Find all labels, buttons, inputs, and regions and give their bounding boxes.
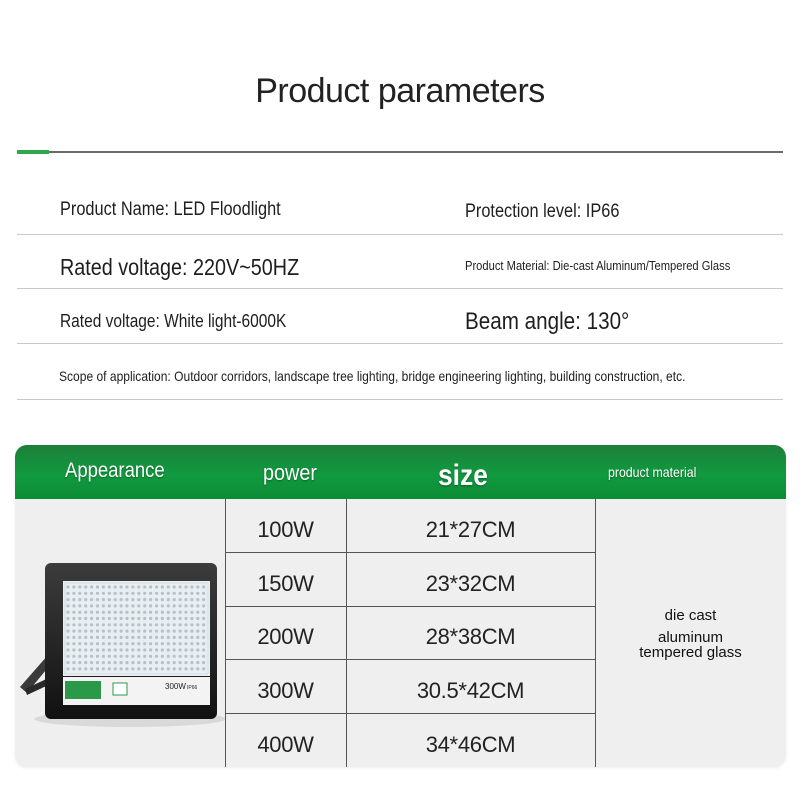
param-product-material: Product Material: Die-cast Aluminum/Tempered Glass bbox=[465, 258, 731, 273]
grid-line bbox=[225, 552, 595, 553]
grid-line bbox=[225, 606, 595, 607]
title-rule-accent bbox=[17, 150, 49, 154]
cell-power: 100W bbox=[257, 517, 314, 542]
led-floodlight-image bbox=[15, 547, 225, 737]
cell-size: 30.5*42CM bbox=[416, 678, 525, 703]
cell-size: 34*46CM bbox=[425, 732, 516, 757]
row-divider bbox=[17, 343, 783, 344]
param-rated-voltage: Rated voltage: 220V~50HZ bbox=[60, 254, 300, 280]
image-power-label: 300W bbox=[165, 682, 186, 691]
cell-power: 200W bbox=[257, 624, 314, 649]
cell-power: 300W bbox=[257, 678, 314, 703]
material-line: die cast bbox=[664, 607, 717, 624]
cell-power: 400W bbox=[257, 732, 314, 757]
material-line: tempered glass bbox=[639, 644, 742, 661]
cell-power: 150W bbox=[257, 571, 314, 596]
header-power: power bbox=[263, 460, 317, 485]
row-divider bbox=[17, 234, 783, 235]
row-divider bbox=[17, 399, 783, 400]
param-light-color: Rated voltage: White light-6000K bbox=[60, 311, 287, 331]
grid-line bbox=[225, 659, 595, 660]
cell-size: 23*32CM bbox=[425, 571, 516, 596]
header-appearance: Appearance bbox=[65, 459, 165, 482]
material-line: aluminum bbox=[657, 629, 724, 646]
page-title: Product parameters bbox=[255, 72, 545, 110]
image-rating-label: IP66 bbox=[187, 685, 198, 691]
title-rule bbox=[17, 151, 783, 153]
param-beam-angle: Beam angle: 130° bbox=[465, 308, 630, 335]
param-scope: Scope of application: Outdoor corridors, landscape tree lighting, bridge engineering lighting, building construction, etc. bbox=[59, 368, 686, 384]
header-size: size bbox=[438, 459, 488, 492]
cell-size: 28*38CM bbox=[425, 624, 516, 649]
grid-line bbox=[225, 713, 595, 714]
param-product-name: Product Name: LED Floodlight bbox=[60, 199, 281, 220]
cell-size: 21*27CM bbox=[425, 517, 516, 542]
header-material: product material bbox=[608, 464, 697, 480]
table-header bbox=[15, 445, 786, 499]
row-divider bbox=[17, 288, 783, 289]
param-protection-level: Protection level: IP66 bbox=[465, 201, 620, 222]
spec-table bbox=[15, 445, 786, 767]
